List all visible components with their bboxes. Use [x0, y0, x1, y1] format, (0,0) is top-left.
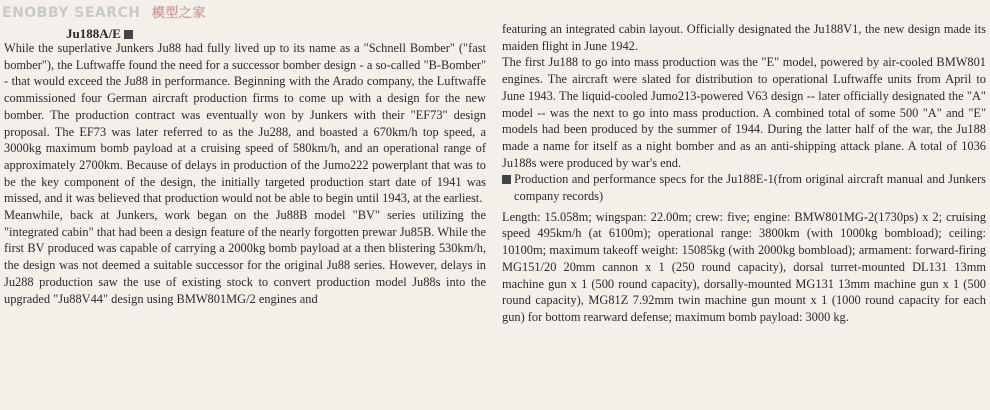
square-bullet-icon: [502, 175, 511, 184]
site-watermark: [2, 2, 206, 21]
specs-heading-text: Production and performance specs for the Ju188E-1(from original aircraft manual and Junkers company records): [514, 172, 986, 204]
specs-heading: [502, 171, 986, 204]
paragraph-continued: featuring an integrated cabin layout. Officially designated the Ju188V1, the new design made its maiden flight in June 1942.: [502, 22, 986, 53]
specs-text: Length: 15.058m; wingspan: 22.00m; crew: five; engine: BMW801MG-2(1730ps) x 2; cruising speed 495km/h (at 6100m); operational range: 3800km (with 1000kg bombload); ceiling: 10100m; maximum takeoff weight: 15085kg (with 2000kg bombload); armament: forward-firing MG151/20 20mm cannon x 1 (250 round capacity), dorsal turret-mounted DL131 13mm machine gun x 1 (500 round capacity), dorsally-mounted MG131 13mm machine gun x 1 (500 round capacity), MG81Z 7.92mm twin machine gun mount x 1 (1000 round capacity for each gun) for bottom rearward defense; maximum bomb payload: 3000 kg.: [502, 209, 986, 324]
watermark-text: ENOBBY SEARCH: [2, 5, 141, 21]
paragraph-intro: While the superlative Junkers Ju88 had fully lived up to its name as a "Schnell Bomber" ("fast bomber"), the Luftwaffe found the need for a successor bomber design - a so-called "B-Bomber" - that would exceed the Ju88 in performance. Beginning with the Arado company, the Luftwaffe commissioned four German aircraft production firms to come up with a design for the new bomber. The production contract was eventually won by Junkers with their "EF73" design proposal. The EF73 was later referred to as the Ju288, and boasted a 670km/h top speed, a 3000kg maximum bomb payload at a cruising speed of 580km/h, and an operational range of approximately 2700km. Because of delays in production of the Jumo222 powerplant that was to be the key component of the design, the initially targeted production start date of 1941 was missed, and it was believed that production would not be able to begin until 1943, at the earliest.: [4, 41, 486, 206]
paragraph-meanwhile: Meanwhile, back at Junkers, work began on the Ju88B model "BV" series utilizing the "integrated cabin" that had been a design feature of the nearly forgotten prewar Ju85B. While the first BV produced was capable of carrying a 2000kg bomb payload at a then blistering 530km/h, the design was not deemed a suitable successor for the original Ju88 series. However, delays in Ju288 production saw the use of existing stock to convert production model Ju88s into the upgraded "Ju88V44" design using BMW801MG/2 engines and: [4, 208, 486, 306]
paragraph-mass-production: The first Ju188 to go into mass production was the "E" model, powered by air-cooled BMW801 engines. The aircraft were slated for distribution to operational Luftwaffe units from April to June 1943. The liquid-cooled Jumo213-powered V63 design -- later officially designated the "A" model -- was the next to go into mass production. A combined total of some 500 "A" and "E" models had been produced by the summer of 1944. During the latter half of the war, the Ju188 made a name for itself as a night bomber and as an anti-shipping attack plane. A total of 1036 Ju188s were produced by war's end.: [502, 55, 986, 170]
left-column: [4, 40, 486, 307]
right-column: [502, 21, 986, 326]
square-bullet-icon: [124, 30, 133, 39]
watermark-cn: 模型之家: [151, 6, 206, 21]
heading-text: Ju188A/E: [66, 26, 121, 41]
